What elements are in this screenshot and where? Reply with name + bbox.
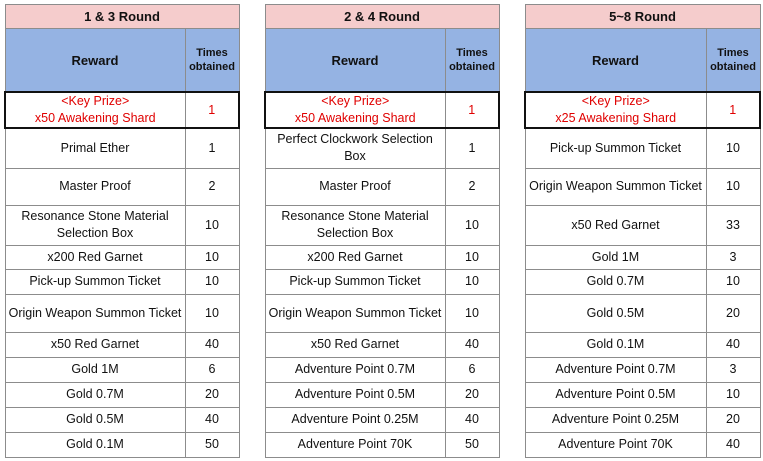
key-prize-row <box>5 92 239 128</box>
times-cell: 20 <box>706 407 760 432</box>
key-prize-times: 1 <box>185 92 239 128</box>
times-cell: 20 <box>445 382 499 407</box>
reward-cell: x200 Red Garnet <box>5 245 185 269</box>
table-row <box>525 168 760 205</box>
table-row <box>265 382 499 407</box>
table-row <box>5 432 239 457</box>
table-row <box>5 168 239 205</box>
table-row <box>265 332 499 357</box>
times-cell: 20 <box>185 382 239 407</box>
key-prize-reward: <Key Prize> x50 Awakening Shard <box>5 92 185 128</box>
times-cell: 10 <box>445 294 499 332</box>
times-cell: 40 <box>706 332 760 357</box>
times-cell: 10 <box>185 205 239 245</box>
reward-cell: Gold 0.7M <box>5 382 185 407</box>
times-column-header: Times obtained <box>445 29 499 93</box>
reward-cell: Origin Weapon Summon Ticket <box>525 168 706 205</box>
times-cell: 3 <box>706 357 760 382</box>
table-row <box>525 245 760 269</box>
table-row <box>525 407 760 432</box>
table-row <box>5 294 239 332</box>
table-row <box>5 269 239 294</box>
reward-cell: Adventure Point 0.5M <box>525 382 706 407</box>
round-title: 2 & 4 Round <box>265 5 499 29</box>
reward-cell: Pick-up Summon Ticket <box>265 269 445 294</box>
table-row <box>525 205 760 245</box>
key-prize-reward: <Key Prize> x50 Awakening Shard <box>265 92 445 128</box>
table-row <box>525 128 760 168</box>
table-row <box>265 294 499 332</box>
reward-cell: Adventure Point 0.5M <box>265 382 445 407</box>
key-prize-row <box>265 92 499 128</box>
reward-cell: Perfect Clockwork Selection Box <box>265 128 445 168</box>
times-cell: 40 <box>706 432 760 457</box>
reward-cell: Adventure Point 0.25M <box>265 407 445 432</box>
reward-cell: Master Proof <box>5 168 185 205</box>
times-cell: 40 <box>185 407 239 432</box>
reward-cell: Adventure Point 0.7M <box>265 357 445 382</box>
reward-cell: Adventure Point 0.7M <box>525 357 706 382</box>
times-cell: 2 <box>185 168 239 205</box>
times-cell: 10 <box>706 269 760 294</box>
reward-cell: x50 Red Garnet <box>525 205 706 245</box>
table-row <box>265 245 499 269</box>
reward-cell: Gold 1M <box>5 357 185 382</box>
table-row <box>265 128 499 168</box>
reward-cell: x50 Red Garnet <box>265 332 445 357</box>
table-row <box>265 432 499 457</box>
reward-cell: Gold 0.1M <box>525 332 706 357</box>
reward-cell: Gold 0.7M <box>525 269 706 294</box>
times-cell: 6 <box>185 357 239 382</box>
times-cell: 50 <box>185 432 239 457</box>
reward-cell: Primal Ether <box>5 128 185 168</box>
times-cell: 1 <box>445 128 499 168</box>
times-cell: 20 <box>706 294 760 332</box>
times-cell: 2 <box>445 168 499 205</box>
reward-cell: Adventure Point 0.25M <box>525 407 706 432</box>
times-cell: 10 <box>706 168 760 205</box>
times-column-header: Times obtained <box>706 29 760 93</box>
table-row <box>5 128 239 168</box>
table-row <box>525 269 760 294</box>
reward-cell: Master Proof <box>265 168 445 205</box>
round-title: 5~8 Round <box>525 5 760 29</box>
reward-cell: Gold 0.1M <box>5 432 185 457</box>
reward-cell: Gold 1M <box>525 245 706 269</box>
times-cell: 10 <box>445 269 499 294</box>
reward-cell: x200 Red Garnet <box>265 245 445 269</box>
table-row <box>525 357 760 382</box>
times-cell: 10 <box>706 382 760 407</box>
round-title: 1 & 3 Round <box>5 5 239 29</box>
key-prize-times: 1 <box>445 92 499 128</box>
reward-cell: Adventure Point 70K <box>525 432 706 457</box>
times-cell: 40 <box>185 332 239 357</box>
table-row <box>5 332 239 357</box>
table-row <box>525 332 760 357</box>
table-row <box>265 357 499 382</box>
key-prize-row <box>525 92 760 128</box>
table-row <box>5 245 239 269</box>
table-row <box>265 205 499 245</box>
table-row <box>5 407 239 432</box>
times-column-header: Times obtained <box>185 29 239 93</box>
reward-cell: x50 Red Garnet <box>5 332 185 357</box>
reward-column-header: Reward <box>525 29 706 93</box>
times-cell: 10 <box>445 205 499 245</box>
times-cell: 10 <box>706 128 760 168</box>
reward-cell: Gold 0.5M <box>525 294 706 332</box>
table-row <box>525 382 760 407</box>
times-cell: 10 <box>445 245 499 269</box>
times-cell: 10 <box>185 269 239 294</box>
reward-table-rounds-2-4 <box>264 4 500 458</box>
times-cell: 1 <box>185 128 239 168</box>
reward-cell: Origin Weapon Summon Ticket <box>5 294 185 332</box>
times-cell: 40 <box>445 332 499 357</box>
reward-cell: Adventure Point 70K <box>265 432 445 457</box>
reward-cell: Resonance Stone Material Selection Box <box>5 205 185 245</box>
times-cell: 3 <box>706 245 760 269</box>
reward-cell: Pick-up Summon Ticket <box>5 269 185 294</box>
table-row <box>5 382 239 407</box>
table-row <box>5 357 239 382</box>
table-row <box>525 432 760 457</box>
times-cell: 50 <box>445 432 499 457</box>
reward-cell: Origin Weapon Summon Ticket <box>265 294 445 332</box>
table-row <box>265 269 499 294</box>
reward-cell: Gold 0.5M <box>5 407 185 432</box>
table-row <box>5 205 239 245</box>
reward-column-header: Reward <box>5 29 185 93</box>
times-cell: 33 <box>706 205 760 245</box>
times-cell: 10 <box>185 294 239 332</box>
times-cell: 40 <box>445 407 499 432</box>
times-cell: 10 <box>185 245 239 269</box>
times-cell: 6 <box>445 357 499 382</box>
reward-cell: Resonance Stone Material Selection Box <box>265 205 445 245</box>
table-row <box>265 407 499 432</box>
reward-column-header: Reward <box>265 29 445 93</box>
key-prize-reward: <Key Prize> x25 Awakening Shard <box>525 92 706 128</box>
key-prize-times: 1 <box>706 92 760 128</box>
table-row <box>525 294 760 332</box>
reward-table-rounds-1-3 <box>4 4 240 458</box>
table-row <box>265 168 499 205</box>
reward-cell: Pick-up Summon Ticket <box>525 128 706 168</box>
reward-table-rounds-5-8 <box>524 4 761 458</box>
